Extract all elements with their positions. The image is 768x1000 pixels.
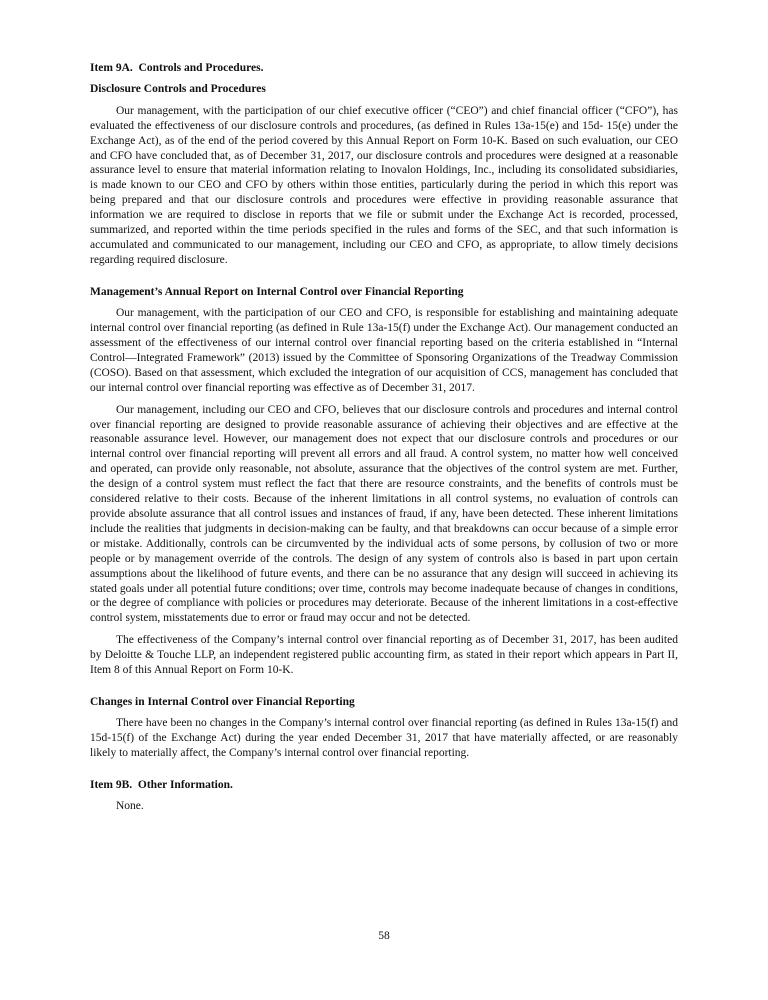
- management-report-paragraph-3: The effectiveness of the Company’s internal control over financial reporting as of December 31, 2017, has been audited by Deloitte & Touche LLP, an independent registered public accounting firm, as stated in their report which appears in Part II, Item 8 of this Annual Report on Form 10-K.: [90, 634, 678, 677]
- item-9a-heading: Item 9A. Controls and Procedures.: [90, 62, 264, 74]
- item-9b-heading: Item 9B. Other Information.: [90, 779, 233, 792]
- changes-internal-control-heading: Changes in Internal Control over Financial Reporting: [90, 695, 355, 708]
- management-report-paragraph-2: Our management, including our CEO and CFO, believes that our disclosure controls and procedures and internal control over financial reporting are designed to provide reasonable assurance of achieving their objectives and are effective at the reasonable assurance level. However, our management does not expect that our disclosure controls and procedures or our internal control over financial reporting will prevent all errors and all fraud. A control system, no matter how well conceived and operated, can provide only reasonable, not absolute, assurance that the objectives of the control system are met. Further, the design of a control system must reflect the fact that there are resource constraints, and the benefits of controls must be considered relative to their costs. Because of the inherent limitations in all control systems, no evaluation of controls can provide absolute assurance that all control issues and instances of fraud, if any, have been detected. These inherent limitations include the realities that judgments in decision-making can be faulty, and that breakdowns can occur because of a simple error or mistake. Additionally, controls can be circumvented by the individual acts of some persons, by collusion of two or more people or by management override of the controls. The design of any system of controls also is based in part upon certain assumptions about the likelihood of future events, and there can be no assurance that any design will succeed in achieving its stated goals under all potential future conditions; over time, controls may become inadequate because of changes in conditions, or the degree of compliance with policies or procedures may deteriorate. Because of the inherent limitations in a cost-effective control system, misstatements due to error or fraud may occur and not be detected.: [90, 403, 678, 625]
- item-9b-paragraph: None.: [116, 800, 144, 813]
- changes-internal-control-paragraph: There have been no changes in the Company’s internal control over financial reporting (as defined in Rules 13a-15(f) and 15d-15(f) of the Exchange Act) during the year ended December 31, 2017 that have materially affected, or are reasonably likely to materially affect, the Company’s internal control over financial reporting.: [90, 717, 678, 760]
- page-number: 58: [378, 930, 390, 942]
- page-content: [90, 61, 678, 821]
- disclosure-controls-paragraph: Our management, with the participation of our chief executive officer (“CEO”) and chief financial officer (“CFO”), has evaluated the effectiveness of our disclosure controls and procedures, (as defined in Rules 13a-15(e) and 15d- 15(e) under the Exchange Act), as of the end of the period covered by this Annual Report on Form 10-K. Based on such evaluation, our CEO and CFO have concluded that, as of December 31, 2017, our disclosure controls and procedures were designed at a reasonable assurance level to ensure that material information relating to Inovalon Holdings, Inc., including its consolidated subsidiaries, is made known to our CEO and CFO by others within those entities, particularly during the period in which this report was being prepared and that our disclosure controls and procedures were effective in providing reasonable assurance that information we are required to disclose in reports that we file or submit under the Exchange Act is recorded, processed, summarized, and reported within the time periods specified in the rules and forms of the SEC, and that such information is accumulated and communicated to our management, including our CEO and CFO, as appropriate, to allow timely decisions regarding required disclosure.: [90, 104, 678, 266]
- management-report-paragraph-1: Our management, with the participation of our CEO and CFO, is responsible for establishing and maintaining adequate internal control over financial reporting (as defined in Rule 13a-15(f) under the Exchange Act). Our management conducted an assessment of the effectiveness of our internal control over financial reporting based on the criteria established in “Internal Control—Integrated Framework” (2013) issued by the Committee of Sponsoring Organizations of the Treadway Commission (COSO). Based on that assessment, which excluded the integration of our acquisition of CCS, management has concluded that our internal control over financial reporting was effective as of December 31, 2017.: [90, 307, 678, 394]
- disclosure-controls-heading: Disclosure Controls and Procedures: [90, 83, 266, 96]
- management-report-heading: Management’s Annual Report on Internal Control over Financial Reporting: [90, 285, 464, 298]
